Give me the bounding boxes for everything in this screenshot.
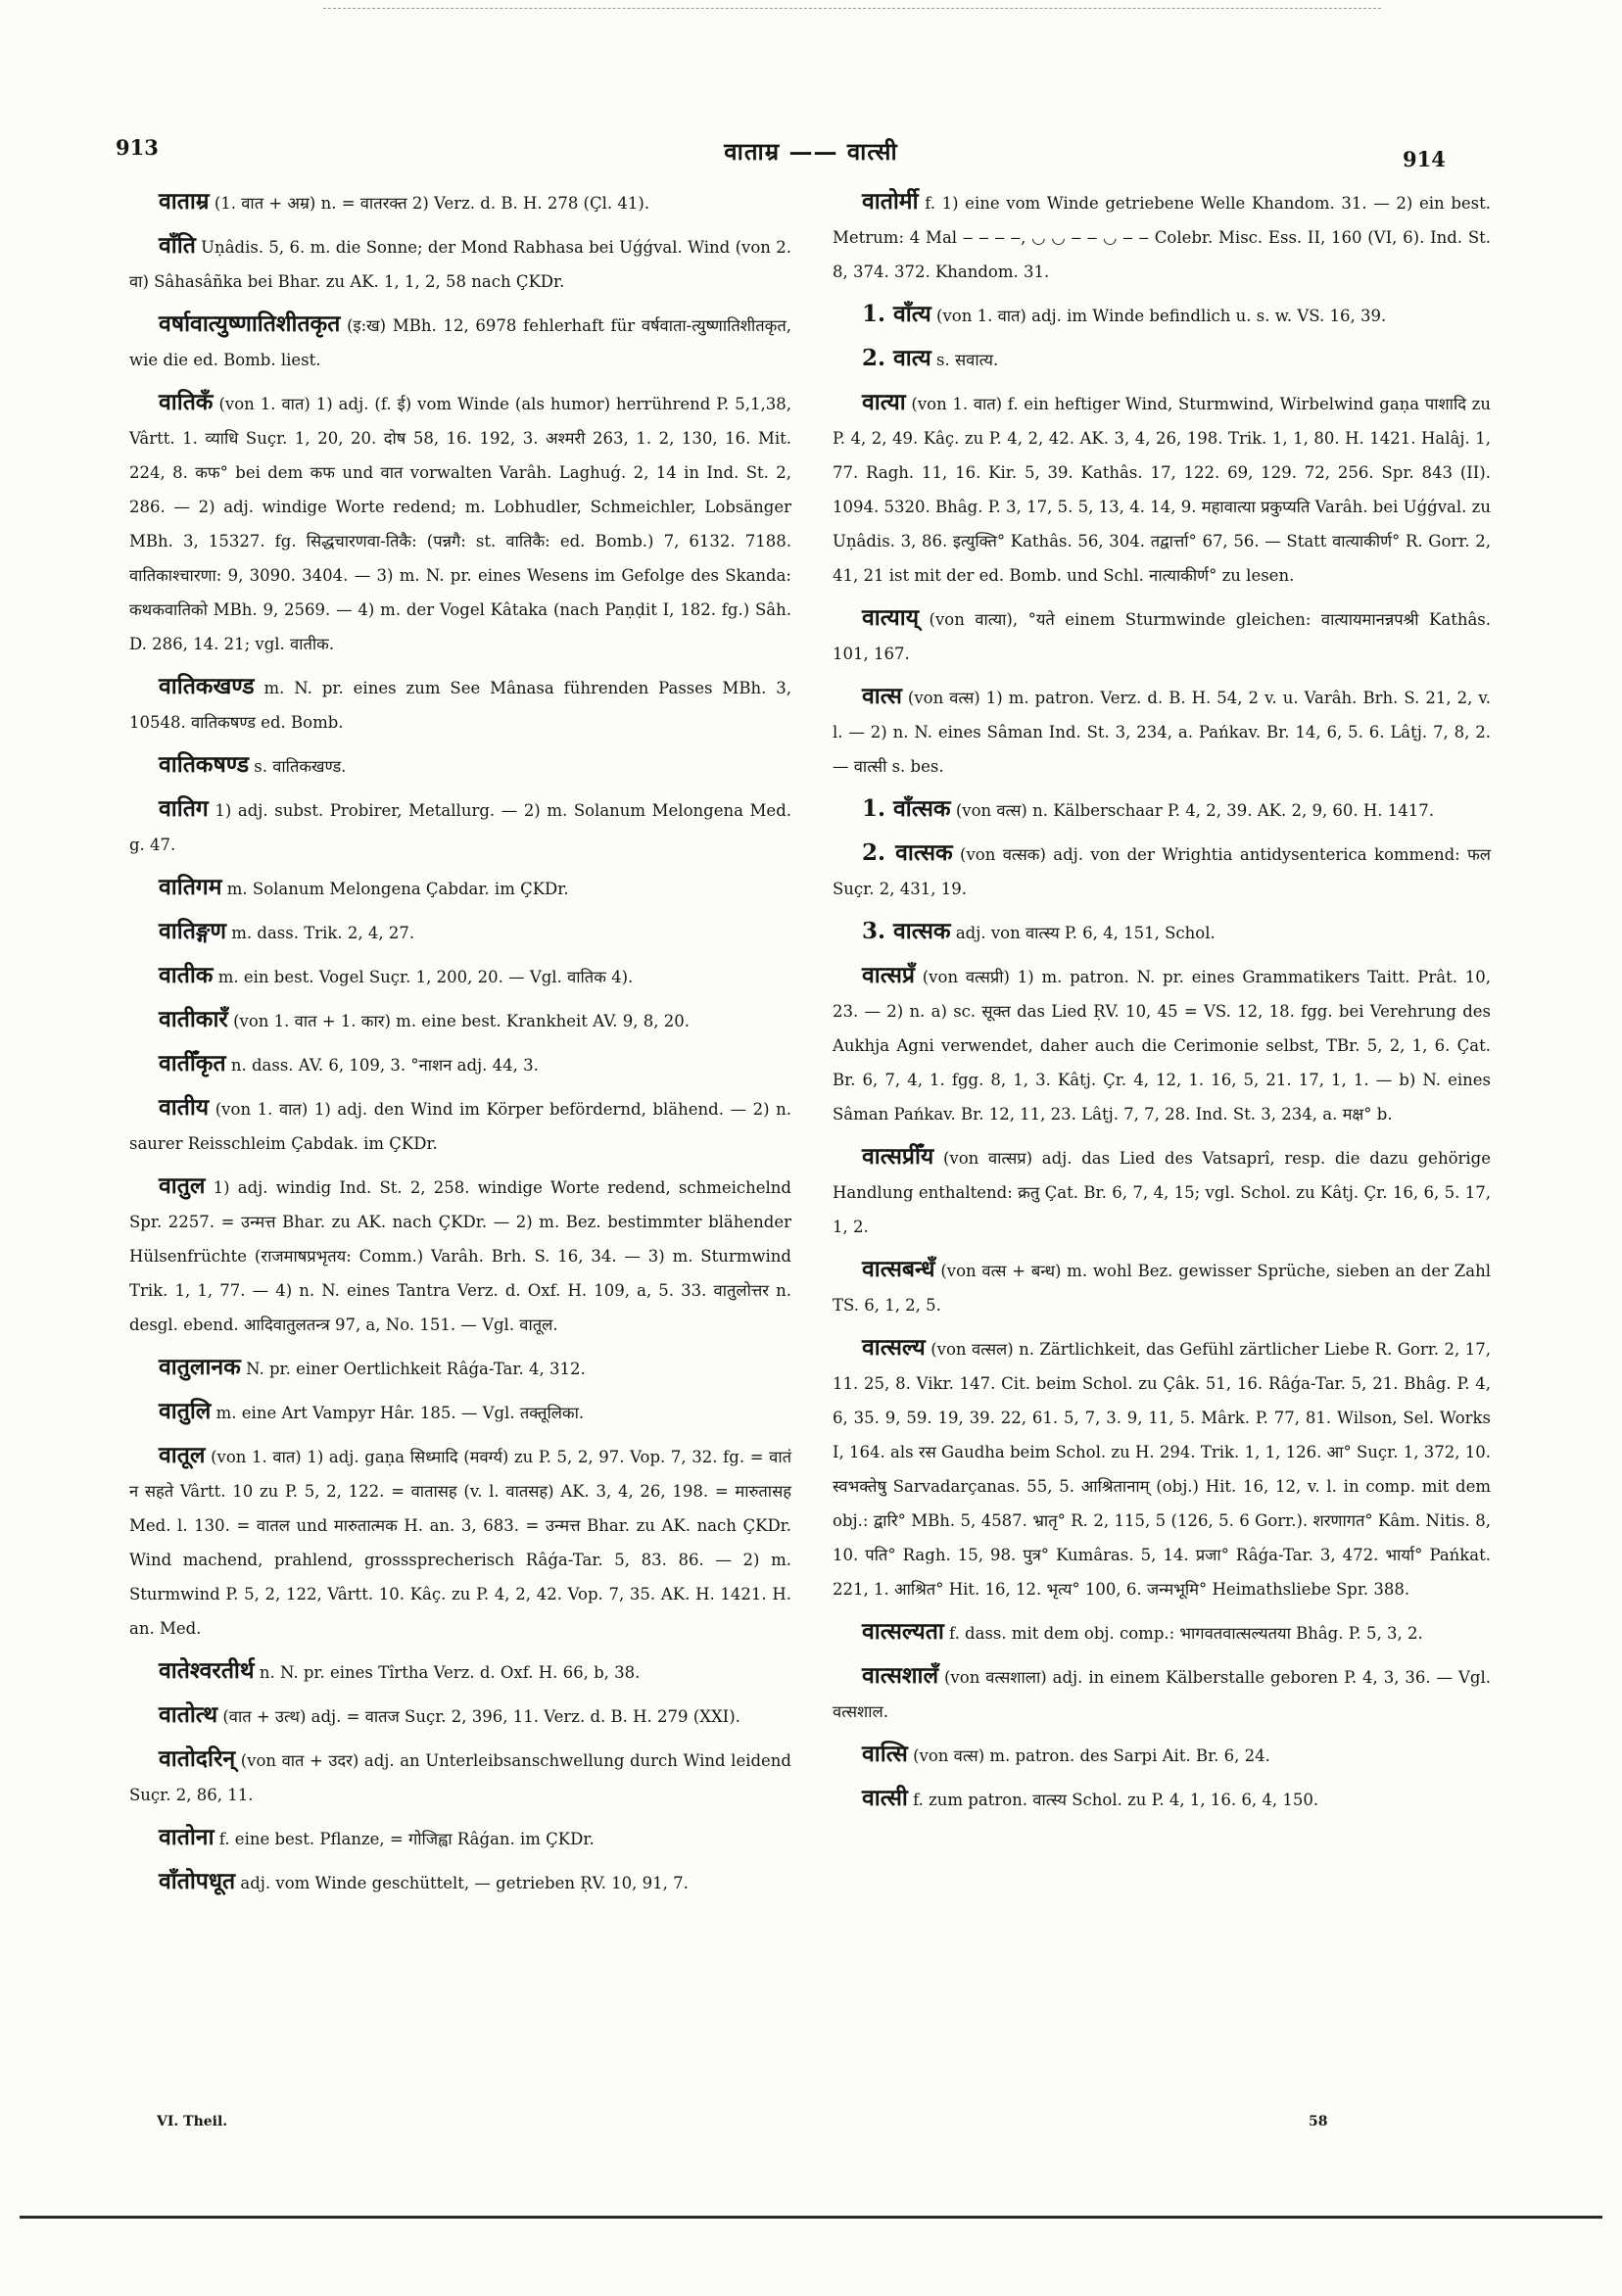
entry-headword: वात्सशालँ [862, 1662, 939, 1689]
entry-headword: वातिकखण्ड [159, 673, 255, 699]
bottom-rule [20, 2216, 1602, 2219]
entry-headword: वाँतोपधूत [159, 1868, 236, 1894]
entry-text: n. dass. AV. 6, 109, 3. °नाशन adj. 44, 3. [230, 1056, 539, 1075]
entry-text: adj. vom Winde geschüttelt, — getrieben ṚV. 10, 91, 7. [240, 1874, 689, 1892]
entry-headword: वातूल [159, 1442, 206, 1468]
entry-headword: वर्षावात्युष्णातिशीतकृत [159, 311, 341, 337]
entry-text: m. eine Art Vampyr Hâr. 185. — Vgl. तक्तूलिका. [215, 1404, 585, 1422]
entry-text: m. ein best. Vogel Suçr. 1, 200, 20. — Vgl. वातिक 4). [217, 968, 634, 986]
dictionary-entry [129, 1090, 791, 1161]
dictionary-entry [129, 1169, 791, 1342]
entry-text: (von 1. वात) f. ein heftiger Wind, Sturmwind, Wirbelwind gaṇa पाशादि zu P. 4, 2, 49. Kâç. zu P. 4, 2, 42. AK. 3, 4, 26, 198. Trik. 1, 1, 80. H. 1421. Halâj. 1, 77. Ragh. 11, 16. Kir. 5, 39. Kathâs. 17, 122. 69, 129. 72, 256. Spr. 843 (II). 1094. 5320. Bhâg. P. 3, 17, 5. 5, 13, 4. 14, 9. महावात्या प्रकुप्यति Varâh. bei Uǵǵval. zu Uṇâdis. 3, 86. इत्युक्ति° Kathâs. 56, 304. तद्वार्त्ता° 67, 56. — Statt वात्याकीर्ण° R. Gorr. 2, 41, 21 ist mit der ed. Bomb. und Schl. नात्याकीर्ण° zu lesen. [833, 395, 1491, 585]
entry-headword: वातुल [159, 1172, 206, 1199]
dictionary-entry [833, 341, 1491, 377]
entry-headword: वातिग [159, 795, 209, 822]
page-number-left: 913 [116, 135, 159, 160]
entry-text: (von 1. वात) 1) adj. den Wind im Körper befördernd, blähend. — 2) n. saurer Reisschleim Çabdak. im ÇKDr. [129, 1100, 792, 1153]
dictionary-entry [129, 914, 791, 950]
entry-text: (वात + उत्थ) adj. = वातज Suçr. 2, 396, 11. Verz. d. B. H. 279 (XXI). [222, 1707, 740, 1726]
entry-text: 1) adj. windig Ind. St. 2, 258. windige Worte redend, schmeichelnd Spr. 2257. = उन्मत्त Bhar. zu AK. nach ÇKDr. — 2) m. Bez. bestimmter blähender Hülsenfrüchte (राजमाषप्रभृतय: Comm.) Varâh. Brh. S. 16, 34. — 3) m. Sturmwind Trik. 1, 1, 77. — 4) n. N. eines Tantra Verz. d. Oxf. H. 109, a, 5. 33. वातुलोत्तर n. desgl. ebend. आदिवातुलतन्त्र 97, a, No. 151. — Vgl. वातूल. [129, 1178, 791, 1334]
entry-text: (von वात्सप्र) adj. das Lied des Vatsaprî, resp. die dazu gehörige Handlung enthaltend: क्रतु Çat. Br. 6, 7, 4, 15; vgl. Schol. zu Kâtj. Çr. 16, 6, 5. 17, 1, 2. [833, 1149, 1491, 1236]
entry-headword: वातिकषण्ड [159, 751, 250, 778]
entry-text: (von वत्सशाला) adj. in einem Kälberstalle geboren P. 4, 3, 36. — Vgl. वत्सशाल. [833, 1668, 1491, 1721]
sheet-number: 58 [1309, 2114, 1328, 2129]
dictionary-entry [129, 1002, 791, 1038]
dictionary-entry [833, 1252, 1491, 1322]
dictionary-entry [129, 1698, 791, 1734]
entry-headword: वातीक [159, 962, 214, 988]
entry-headword: वातीकारँ [159, 1006, 228, 1032]
entry-text: s. सवात्य. [936, 351, 999, 369]
entry-text: (von वात + उदर) adj. an Unterleibsanschwellung durch Wind leidend Suçr. 2, 86, 11. [129, 1751, 791, 1804]
entry-text: m. Solanum Melongena Çabdar. im ÇKDr. [226, 880, 569, 898]
entry-text: 1) adj. subst. Probirer, Metallurg. — 2) m. Solanum Melongena Med. g. 47. [129, 801, 791, 854]
entry-headword: वात्सल्यता [862, 1618, 944, 1645]
entry-headword: वातीय [159, 1094, 210, 1121]
dictionary-entry [129, 669, 791, 740]
dictionary-entry [833, 914, 1491, 950]
dictionary-entry [833, 791, 1491, 828]
entry-text: N. pr. einer Oertlichkeit Râǵa-Tar. 4, 312. [246, 1360, 586, 1378]
entry-headword: 1. वाँत्सक [862, 795, 951, 822]
entry-headword: वातिङ्गण [159, 918, 226, 944]
dictionary-entry [129, 1864, 791, 1900]
entry-text: (1. वात + अम्र) n. = वातरक्त 2) Verz. d. B. H. 278 (Çl. 41). [214, 194, 650, 213]
dictionary-entry [833, 600, 1491, 671]
dictionary-entry [833, 1330, 1491, 1606]
dictionary-entry [129, 747, 791, 784]
entry-headword: वातिकँ [159, 389, 214, 415]
entry-headword: वातिगम [159, 874, 222, 900]
entry-text: (von वत्स + बन्ध) m. wohl Bez. gewisser Sprüche, sieben an der Zahl TS. 6, 1, 2, 5. [833, 1262, 1491, 1315]
entry-headword: वातेश्वरतीर्थ [159, 1657, 255, 1684]
dictionary-entry [833, 679, 1491, 784]
entry-headword: वात्सप्रँ [862, 962, 915, 988]
entry-text: m. dass. Trik. 2, 4, 27. [231, 924, 415, 942]
entry-headword: वातीँकृत [159, 1050, 226, 1076]
dictionary-entry [129, 870, 791, 906]
top-rule [323, 8, 1381, 9]
entry-text: s. वातिकखण्ड. [254, 757, 347, 776]
dictionary-entry [833, 1658, 1491, 1729]
dictionary-entry [129, 228, 791, 299]
dictionary-entry [833, 1737, 1491, 1773]
entry-headword: 2. वात्सक [862, 839, 953, 866]
dictionary-entry [129, 307, 791, 377]
entry-text: n. N. pr. eines Tîrtha Verz. d. Oxf. H. 66, b, 38. [259, 1663, 641, 1682]
entry-text: f. eine best. Pflanze, = गोजिह्वा Râǵan. im ÇKDr. [218, 1830, 595, 1848]
dictionary-entry [129, 1046, 791, 1082]
volume-label: VI. Theil. [157, 2114, 228, 2129]
entry-headword: वात्सि [862, 1741, 908, 1767]
dictionary-entry [129, 385, 791, 661]
entry-text: (इ:ख) MBh. 12, 6978 fehlerhaft für वर्षवाता-त्युष्णातिशीतकृत, wie die ed. Bomb. liest. [129, 316, 792, 369]
entry-headword: वात्सी [862, 1785, 908, 1811]
entry-text: f. zum patron. वात्स्य Schol. zu P. 4, 1, 16. 6, 4, 150. [913, 1791, 1319, 1809]
entry-text: (von वत्सप्री) 1) m. patron. N. pr. eines Grammatikers Taitt. Prât. 10, 23. — 2) n. a) sc. सूक्त das Lied ṚV. 10, 45 = VS. 12, 18. fgg. bei Verehrung des Aukhja Agni verwendet, daher auch die Cerimonie selbst, TBr. 5, 2, 1, 6. Çat. Br. 6, 7, 4, 1. fgg. 8, 1, 3. Kâtj. Çr. 4, 12, 1. 16, 5, 21. 17, 1, 1. — b) N. eines Sâman Pańkav. Br. 12, 11, 23. Lâṭj. 7, 7, 28. Ind. St. 3, 234, a. मक्ष° b. [833, 968, 1492, 1124]
entry-text: (von वत्सल) n. Zärtlichkeit, das Gefühl zärtlicher Liebe R. Gorr. 2, 17, 11. 25, 8. Vikr. 147. Cit. beim Schol. zu Çâk. 51, 16. Râǵa-Tar. 5, 21. Bhâg. P. 4, 6, 35. 9, 59. 19, 39. 22, 61. 5, 7, 3. 9, 11, 5. Mârk. P. 77, 81. Wilson, Sel. Works I, 164. als रस Gaudha beim Schol. zu H. 294. Trik. 1, 1, 126. आ° Suçr. 1, 372, 10. स्वभक्तेषु Sarvadarçanas. 55, 5. आश्रितानाम् (obj.) Hit. 16, 12, v. l. in comp. mit dem obj.: द्वारि° MBh. 5, 4587. भ्रातृ° R. 2, 115, 5 (126, 5. 6 Gorr.). शरणागत° Kâm. Nitis. 8, 10. पति° Ragh. 15, 98. पुत्र° Kumâras. 5, 14. प्रजा° Râǵa-Tar. 3, 472. भार्या° Pańkat. 221, 1. आश्रित° Hit. 16, 12. भृत्य° 100, 6. जन्मभूमि° Heimathsliebe Spr. 388. [833, 1340, 1491, 1599]
dictionary-entry [833, 836, 1491, 906]
entry-text: (von 1. वात + 1. कार) m. eine best. Krankheit AV. 9, 8, 20. [233, 1012, 690, 1030]
entry-text: m. N. pr. eines zum See Mânasa führenden Passes MBh. 3, 10548. वातिकषण्ड ed. Bomb. [129, 679, 791, 732]
entry-headword: वात्सबन्धँ [862, 1256, 935, 1282]
entry-text: (von 1. वात) 1) adj. gaṇa सिध्मादि (मवर्ग्य) zu P. 5, 2, 97. Vop. 7, 32. fg. = वातं न सहते Vârtt. 10 zu P. 5, 2, 122. = वातासह (v. l. वातसह) AK. 3, 4, 26, 198. = मारुतासह Med. l. 130. = वातल und मारुतात्मक H. an. 3, 683. = उन्मत्त Bhar. zu AK. nach ÇKDr. Wind machend, prahlend, grosssprecherisch Râǵa-Tar. 5, 83. 86. — 2) m. Sturmwind P. 5, 2, 122, Vârtt. 10. Kâç. zu P. 4, 2, 42. Vop. 7, 35. AK. H. 1421. H. an. Med. [129, 1448, 792, 1638]
entry-text: (von वात्या), °यते einem Sturmwinde gleichen: वात्यायमानन्नपश्री Kathâs. 101, 167. [833, 610, 1492, 663]
right-column [833, 184, 1491, 1825]
entry-text: (von वत्सक) adj. von der Wrightia antidysenterica kommend: फल Suçr. 2, 431, 19. [833, 845, 1491, 898]
dictionary-entry [833, 385, 1491, 593]
dictionary-entry [833, 1139, 1491, 1244]
entry-headword: वातोदरिन् [159, 1746, 236, 1772]
dictionary-entry [129, 184, 791, 220]
dictionary-entry [833, 1781, 1491, 1817]
dictionary-entry [833, 958, 1491, 1131]
dictionary-entry [129, 1394, 791, 1430]
dictionary-entry [833, 184, 1491, 289]
entry-text: (von 1. वात) 1) adj. (f. ई) vom Winde (als humor) herrührend P. 5,1,38, Vârtt. 1. व्याधि Suçr. 1, 20, 20. दोष 58, 16. 192, 3. अश्मरी 263, 1. 2, 130, 16. Mit. 224, 8. कफ° bei dem कफ und वात vorwalten Varâh. Laghuǵ. 2, 14 in Ind. St. 2, 286. — 2) adj. windige Worte redend; m. Lobhudler, Schmeichler, Lobsänger MBh. 3, 15327. fg. सिद्धचारणवा-तिकै: (पन्नगै: st. वातिकै: ed. Bomb.) 7, 6132. 7188. वातिकाश्चारणा: 9, 3090. 3404. — 3) m. N. pr. eines Wesens im Gefolge des Skanda: कथकवातिको MBh. 9, 2569. — 4) m. der Vogel Kâtaka (nach Paṇḍit I, 182. fg.) Sâh. D. 286, 14. 21; vgl. वातीक. [129, 395, 791, 653]
left-column [129, 184, 791, 1908]
entry-headword: वाताम्र [159, 188, 210, 215]
entry-text: (von 1. वात) adj. im Winde befindlich u. s. w. VS. 16, 39. [936, 307, 1387, 325]
dictionary-entry [129, 1350, 791, 1386]
entry-text: f. 1) eine vom Winde getriebene Welle Khandom. 31. — 2) ein best. Metrum: 4 Mal ‒ ‒ ‒ ‒, ◡ ◡ ‒ ‒ ◡ ‒ ‒ Colebr. Misc. Ess. II, 160 (VI, 6). Ind. St. 8, 374. 372. Khandom. 31. [833, 194, 1491, 281]
entry-text: (von वत्स) m. patron. des Sarpi Ait. Br. 6, 24. [913, 1746, 1270, 1765]
entry-headword: वातोर्मी [862, 188, 919, 215]
dictionary-entry [129, 791, 791, 862]
entry-headword: वातोना [159, 1824, 215, 1850]
entry-headword: वात्सल्य [862, 1334, 926, 1361]
entry-headword: वातुलि [159, 1398, 212, 1424]
entry-text: adj. von वात्स्य P. 6, 4, 151, Schol. [955, 924, 1216, 942]
dictionary-entry [129, 958, 791, 994]
entry-text: (von वत्स) 1) m. patron. Verz. d. B. H. 54, 2 v. u. Varâh. Brh. S. 21, 2, v. l. — 2) n. N. eines Sâman Ind. St. 3, 234, a. Pańkav. Br. 14, 6, 5. 6. Lâṭj. 7, 8, 2. — वात्सी s. bes. [833, 689, 1491, 776]
dictionary-entry [129, 1438, 791, 1646]
entry-headword: वात्स [862, 683, 902, 709]
entry-text: f. dass. mit dem obj. comp.: भागवतवात्सल्यतया Bhâg. P. 5, 3, 2. [949, 1624, 1423, 1643]
entry-headword: 1. वाँत्य [862, 301, 931, 327]
entry-headword: वात्याय् [862, 604, 920, 631]
entry-headword: वात्या [862, 389, 906, 415]
entry-text: (von वत्स) n. Kälberschaar P. 4, 2, 39. AK. 2, 9, 60. H. 1417. [955, 801, 1435, 820]
entry-headword: वाँति [159, 232, 196, 259]
entry-headword: 2. वात्य [862, 345, 931, 371]
entry-headword: वातोत्थ [159, 1701, 218, 1728]
entry-headword: 3. वात्सक [862, 918, 951, 944]
dictionary-entry [129, 1820, 791, 1856]
page-number-right: 914 [1403, 147, 1446, 171]
dictionary-entry [129, 1742, 791, 1812]
entry-headword: वात्सप्रीँय [862, 1143, 934, 1170]
running-head: वाताम्र —— वात्सी [724, 137, 898, 166]
dictionary-entry [833, 1614, 1491, 1650]
entry-headword: वातुलानक [159, 1354, 241, 1380]
dictionary-entry [129, 1653, 791, 1690]
dictionary-entry [833, 297, 1491, 333]
entry-text: Uṇâdis. 5, 6. m. die Sonne; der Mond Rabhasa bei Uǵǵval. Wind (von 2. वा) Sâhasâñka bei Bhar. zu AK. 1, 1, 2, 58 nach ÇKDr. [129, 238, 791, 291]
